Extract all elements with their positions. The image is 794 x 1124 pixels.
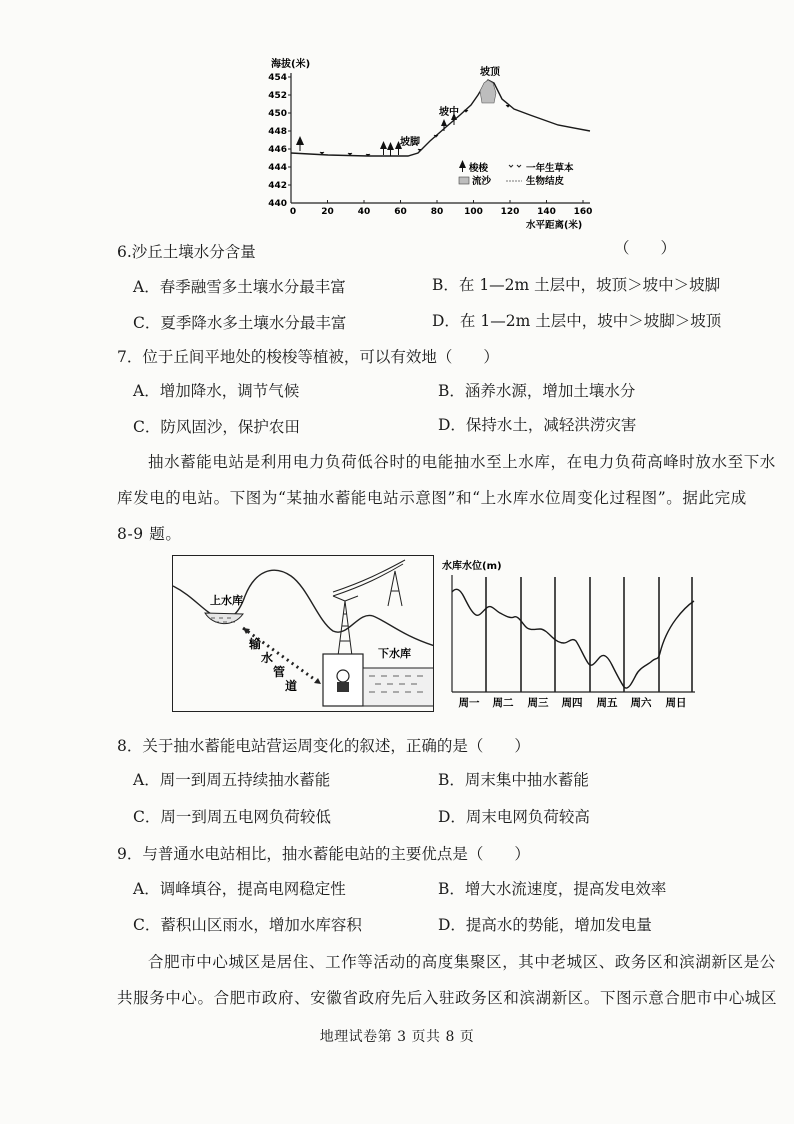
q9-option-c: C．蓄积山区雨水，增加水库容积	[133, 916, 362, 934]
intro-next-paragraph	[117, 944, 778, 1016]
power-tower	[333, 560, 405, 656]
intro-line: 抽水蓄能电站是利用电力负荷低谷时的电能抽水至上水库，在电力负荷高峰时放水至下水	[148, 453, 776, 471]
profile-legend	[459, 160, 574, 187]
q7-option-a: A．增加降水，调节气候	[133, 382, 300, 400]
water-level-line	[452, 589, 694, 688]
q9-stem: 9．与普通水电站相比，抽水蓄能电站的主要优点是（ ）	[117, 845, 530, 863]
ytick: 448	[268, 127, 287, 137]
intro-line: 共服务中心。合肥市政府、安徽省政府先后入驻政务区和滨湖新区。下图示意合肥市中心城区	[117, 989, 778, 1007]
q6-answer-paren: （ ）	[614, 239, 677, 257]
day-label: 周一	[458, 697, 480, 709]
grass-markers	[320, 105, 510, 156]
day-label: 周四	[561, 697, 583, 709]
xtick: 120	[500, 207, 520, 217]
ytick: 446	[268, 145, 287, 155]
q6-stem: 6.沙丘土壤水分含量	[117, 243, 256, 261]
water-level-chart	[440, 557, 698, 709]
day-label: 周日	[665, 697, 687, 709]
profile-ylabel: 海拔(米)	[271, 59, 311, 70]
dune-profile-line	[291, 80, 590, 156]
xtick: 40	[357, 207, 371, 217]
intro-line: 库发电的电站。下图为“某抽水蓄能电站示意图”和“上水库水位周变化过程图”。据此完成	[117, 489, 747, 507]
q6-option-d: D．在 1—2m 土层中，坡中＞坡脚＞坡顶	[432, 312, 722, 330]
q8-option-c: C．周一到周五电网负荷较低	[133, 808, 331, 826]
pipe-label-char: 水	[261, 651, 274, 665]
pipe-label-char: 输	[249, 637, 262, 651]
q8-option-a: A．周一到周五持续抽水蓄能	[133, 771, 331, 789]
legend-sand-label: 流沙	[472, 176, 492, 187]
q8-option-b: B．周末集中抽水蓄能	[438, 771, 589, 789]
legend-grass-label: 一年生草本	[526, 163, 574, 174]
q8-stem: 8．关于抽水蓄能电站营运周变化的叙述，正确的是（ ）	[117, 737, 530, 755]
dune-profile-svg	[268, 55, 608, 235]
station-svg	[173, 556, 434, 712]
day-label: 周三	[527, 697, 549, 709]
water-level-ylabel: 水库水位(m)	[442, 561, 502, 572]
ytick: 444	[268, 163, 287, 173]
day-label: 周六	[630, 697, 652, 709]
q7-option-d: D．保持水土，减轻洪涝灾害	[438, 416, 637, 434]
q6-option-a: A．春季融雪多土壤水分最丰富	[133, 278, 346, 296]
xtick: 160	[573, 207, 593, 217]
xtick: 100	[464, 207, 483, 217]
q6-option-b: B．在 1—2m 土层中，坡顶＞坡中＞坡脚	[432, 276, 721, 294]
label-slope-foot: 坡脚	[400, 137, 420, 148]
water-level-svg	[440, 557, 698, 709]
lower-reservoir-label: 下水库	[378, 647, 411, 660]
ytick: 442	[268, 181, 287, 191]
ytick: 440	[268, 199, 287, 209]
lower-reservoir	[363, 668, 434, 706]
xtick: 20	[321, 207, 334, 217]
q6-option-c: C．夏季降水多土壤水分最丰富	[133, 314, 347, 332]
q7-option-c: C．防风固沙，保护农田	[133, 418, 300, 436]
tree-markers	[296, 113, 457, 156]
pipe-label-char: 管	[273, 665, 286, 679]
ytick: 450	[268, 109, 287, 119]
pipe-label-char: 道	[285, 679, 298, 693]
ytick: 454	[268, 73, 287, 83]
q9-option-b: B．增大水流速度，提高发电效率	[438, 880, 667, 898]
q9-option-d: D．提高水的势能，增加发电量	[438, 916, 652, 934]
day-label: 周二	[492, 697, 514, 709]
intro-line: 8-9 题。	[117, 525, 182, 543]
page-footer: 地理试卷第 3 页共 8 页	[319, 1029, 475, 1045]
xtick: 140	[537, 207, 556, 217]
legend-crust-label: 生物结皮	[526, 176, 565, 187]
xtick: 0	[289, 207, 297, 217]
intro-8-9-paragraph	[117, 444, 776, 552]
intro-line: 合肥市中心城区是居住、工作等活动的高度集聚区，其中老城区、政务区和滨湖新区是公	[148, 953, 776, 971]
dune-profile-figure	[268, 55, 608, 235]
upper-reservoir-label: 上水库	[210, 594, 243, 607]
mountain-outline	[173, 570, 434, 646]
q7-option-b: B．涵养水源，增加土壤水分	[438, 382, 636, 400]
day-dividers	[486, 577, 692, 692]
profile-xlabel: 水平距离(米)	[526, 220, 583, 231]
label-slope-top: 坡顶	[480, 67, 500, 78]
xtick: 60	[394, 207, 407, 217]
q7-stem: 7．位于丘间平地处的梭梭等植被，可以有效地（ ）	[117, 348, 499, 366]
ytick: 452	[268, 91, 287, 101]
day-label: 周五	[596, 697, 618, 709]
q8-option-d: D．周末电网负荷较高	[438, 808, 590, 826]
q9-option-a: A．调峰填谷，提高电网稳定性	[133, 880, 346, 898]
generator	[337, 682, 349, 692]
pumped-storage-diagram	[172, 555, 434, 712]
label-slope-middle: 坡中	[439, 107, 459, 118]
legend-tree-label: 梭梭	[469, 163, 489, 174]
power-house	[323, 654, 363, 706]
xtick: 80	[430, 207, 444, 217]
